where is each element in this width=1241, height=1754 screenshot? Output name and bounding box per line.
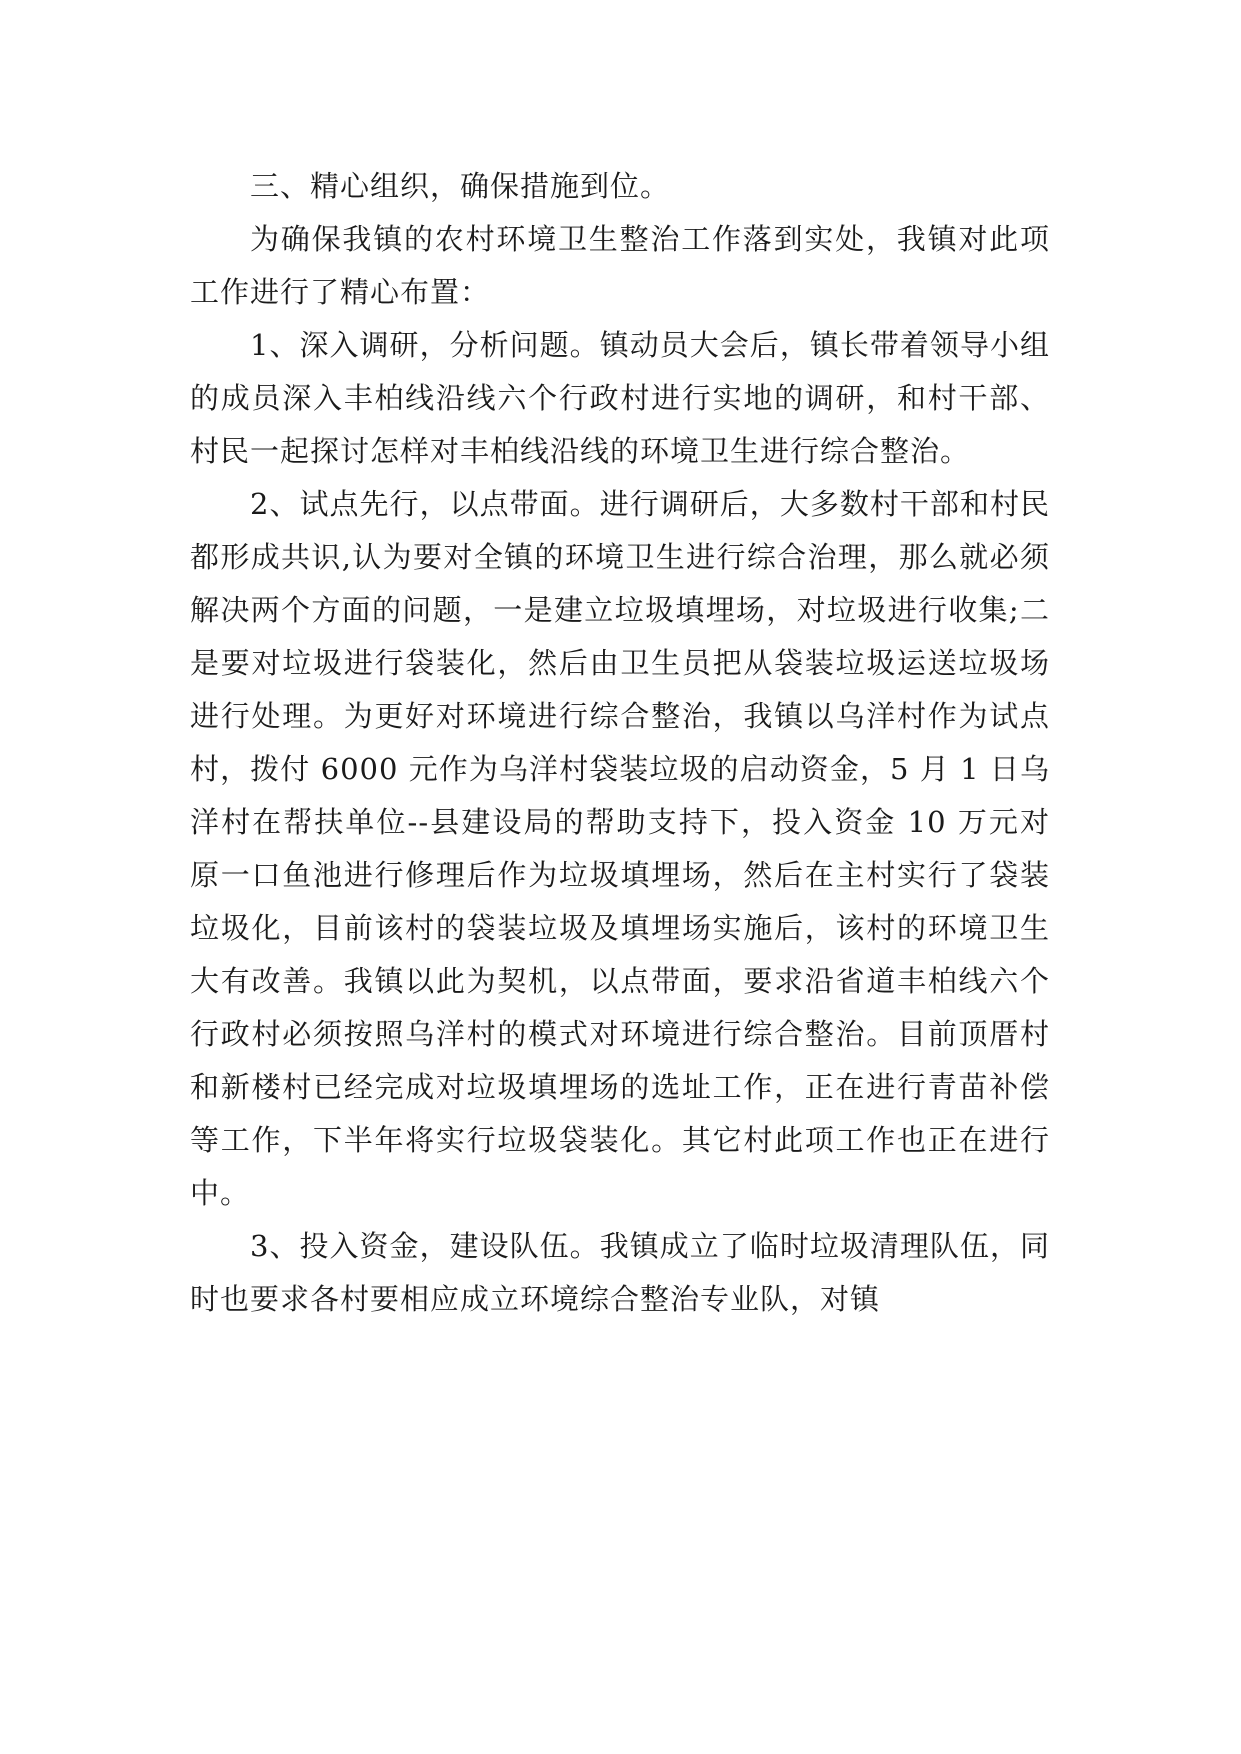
paragraph-intro: 为确保我镇的农村环境卫生整治工作落到实处，我镇对此项工作进行了精心布置： [190,222,1050,309]
section-heading: 三、精心组织，确保措施到位。 [250,169,671,203]
document-body [190,160,1050,1326]
paragraph-item-1: 1、深入调研，分析问题。镇动员大会后，镇长带着领导小组的成员深入丰柏线沿线六个行政村进行实地的调研，和村干部、村民一起探讨怎样对丰柏线沿线的环境卫生进行综合整治。 [190,328,1050,468]
paragraph-item-3: 3、投入资金，建设队伍。我镇成立了临时垃圾清理队伍，同时也要求各村要相应成立环境综合整治专业队，对镇 [190,1229,1050,1316]
paragraph-item-2: 2、试点先行，以点带面。进行调研后，大多数村干部和村民都形成共识,认为要对全镇的环境卫生进行综合治理，那么就必须解决两个方面的问题，一是建立垃圾填埋场，对垃圾进行收集;二是要对垃圾进行袋装化，然后由卫生员把从袋装垃圾运送垃圾场进行处理。为更好对环境进行综合整治，我镇以乌洋村作为试点村，拨付 6000 元作为乌洋村袋装垃圾的启动资金，5 月 1 日乌洋村在帮扶单位--县建设局的帮助支持下，投入资金 10 万元对原一口鱼池进行修理后作为垃圾填埋场，然后在主村实行了袋装垃圾化，目前该村的袋装垃圾及填埋场实施后，该村的环境卫生大有改善。我镇以此为契机，以点带面，要求沿省道丰柏线六个行政村必须按照乌洋村的模式对环境进行综合整治。目前顶厝村和新楼村已经完成对垃圾填埋场的选址工作，正在进行青苗补偿等工作，下半年将实行垃圾袋装化。其它村此项工作也正在进行中。 [190,487,1050,1210]
